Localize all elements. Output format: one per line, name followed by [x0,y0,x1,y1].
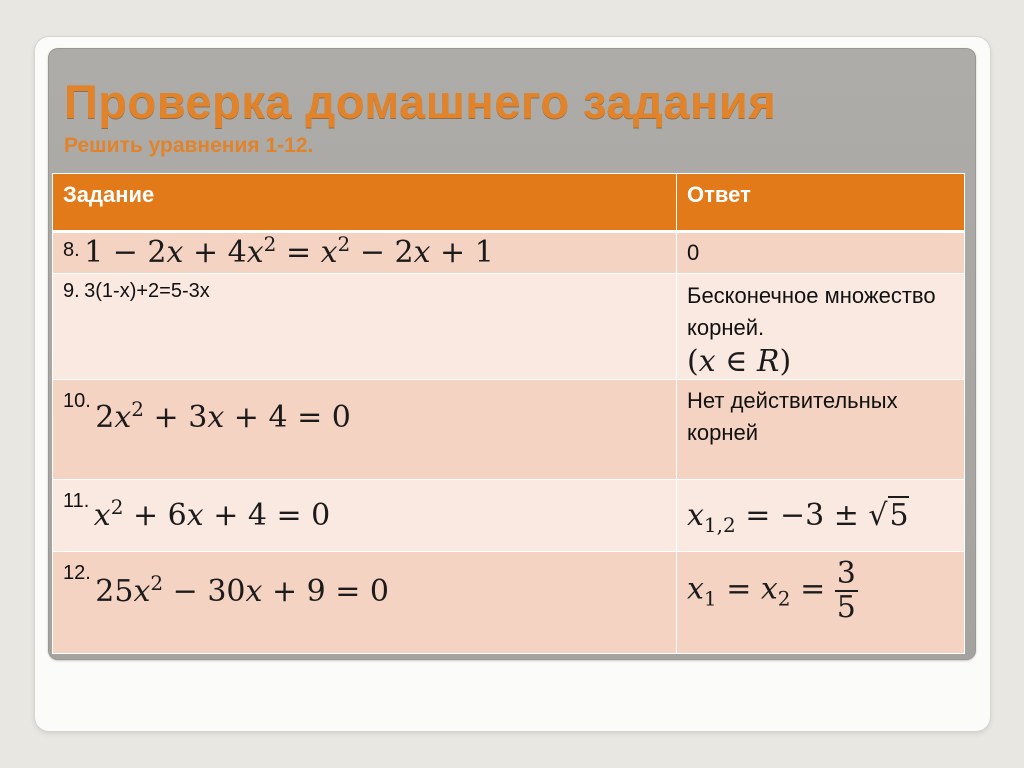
task-number: 8. [63,239,80,261]
table-row [53,274,965,380]
task-equation: $x^2 + 6x + 4 = 0$ [93,495,331,533]
answer-text: Бесконечное множество корней. [687,283,936,340]
answer-cell [677,232,965,274]
answer-math: $x_1 = x_2$ = $\frac{3}{5}$ [687,556,856,625]
answer-text: 0 [687,240,700,265]
slide-title: Проверка домашнего задания [64,75,777,128]
table-row [53,480,965,552]
task-number: 11. [63,490,90,512]
task-number: 10. [63,390,91,412]
task-equation: $1 - 2x + 4x^2 = x^2 - 2x + 1$ [84,232,494,270]
slide-subtitle: Решить уравнения 1-12. [64,134,314,157]
header-answer: Ответ [677,174,965,232]
homework-table [52,173,965,654]
table-row [53,232,965,274]
task-equation: $25x^2 - 30x + 9 = 0$ [95,571,390,609]
header-task: Задание [53,174,677,232]
task-cell [53,232,677,274]
table-header-row [53,174,965,232]
task-number: 9. [63,280,80,302]
task-cell [53,552,677,654]
task-equation: $2x^2 + 3x + 4 = 0$ [95,397,351,435]
answer-math: (x ∈ R) [687,344,792,379]
task-number: 12. [63,562,91,584]
answer-cell [677,380,965,480]
answer-cell [677,274,965,380]
answer-text: Нет действительных корней [687,388,898,445]
answer-math: $x_{1,2} = -3 \pm √5$ [687,498,909,537]
task-cell [53,380,677,480]
task-cell [53,274,677,380]
fraction: $\frac{3}{5}$ [836,556,856,625]
answer-cell [677,552,965,654]
task-equation: 3(1-x)+2=5-3x [84,280,210,302]
table-row [53,380,965,480]
table-row [53,552,965,654]
task-cell [53,480,677,552]
answer-cell [677,480,965,552]
